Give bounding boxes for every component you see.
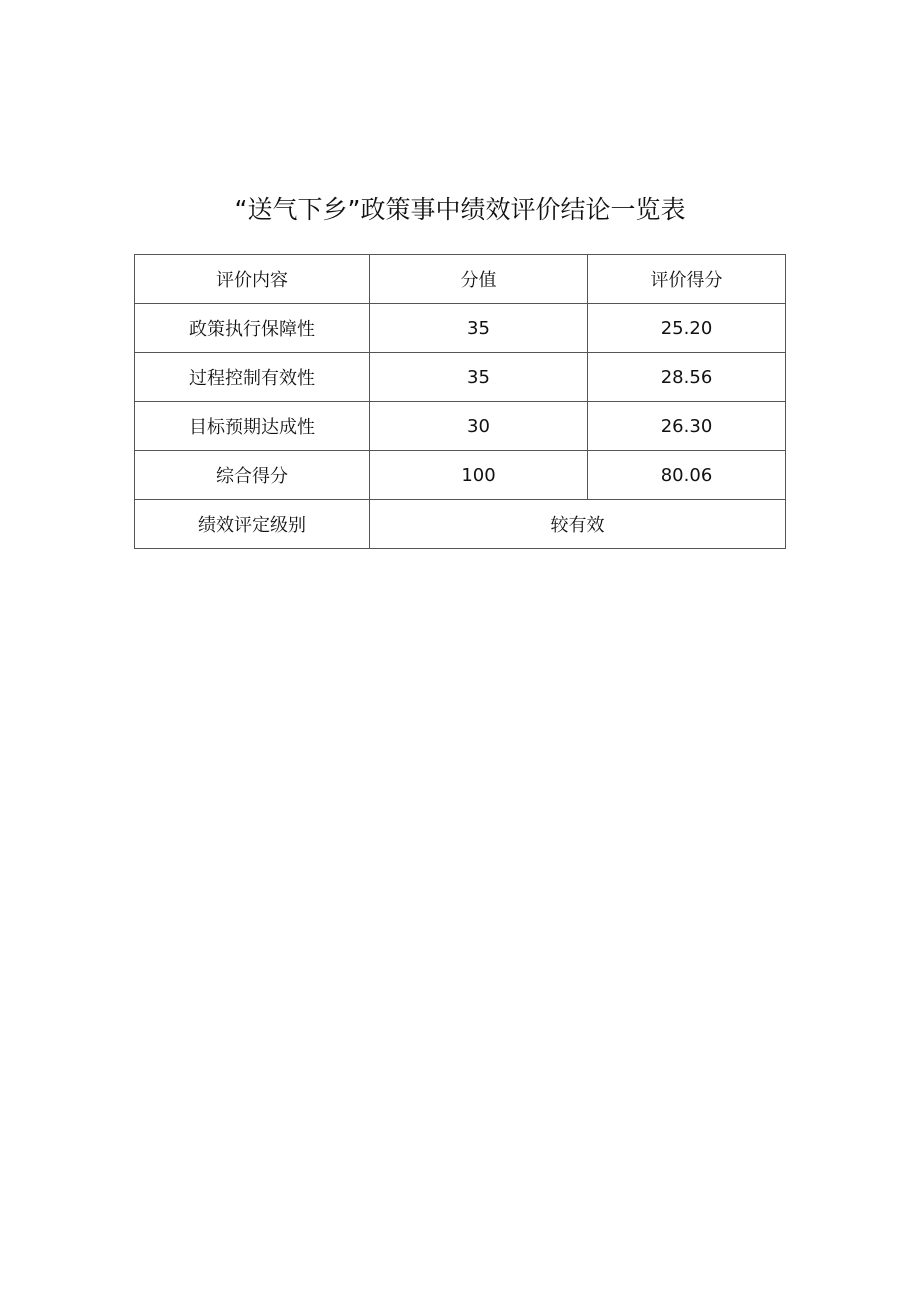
row-label: 综合得分	[135, 451, 370, 500]
table-row-total	[135, 451, 786, 500]
header-score-value: 分值	[370, 255, 588, 304]
table-row-rating	[135, 500, 786, 549]
row-score-value: 100	[370, 451, 588, 500]
row-score-value: 35	[370, 304, 588, 353]
row-score-value: 35	[370, 353, 588, 402]
evaluation-summary-table	[134, 254, 786, 549]
row-evaluation-score: 26.30	[588, 402, 786, 451]
document-title: “送气下乡”政策事中绩效评价结论一览表	[234, 195, 686, 224]
table-row	[135, 304, 786, 353]
rating-value: 较有效	[370, 500, 786, 549]
table-row	[135, 402, 786, 451]
row-evaluation-score: 25.20	[588, 304, 786, 353]
header-evaluation-content: 评价内容	[135, 255, 370, 304]
row-label: 过程控制有效性	[135, 353, 370, 402]
table-row	[135, 353, 786, 402]
row-label: 政策执行保障性	[135, 304, 370, 353]
row-evaluation-score: 80.06	[588, 451, 786, 500]
row-evaluation-score: 28.56	[588, 353, 786, 402]
rating-label: 绩效评定级别	[135, 500, 370, 549]
row-label: 目标预期达成性	[135, 402, 370, 451]
table-header-row	[135, 255, 786, 304]
row-score-value: 30	[370, 402, 588, 451]
header-evaluation-score: 评价得分	[588, 255, 786, 304]
